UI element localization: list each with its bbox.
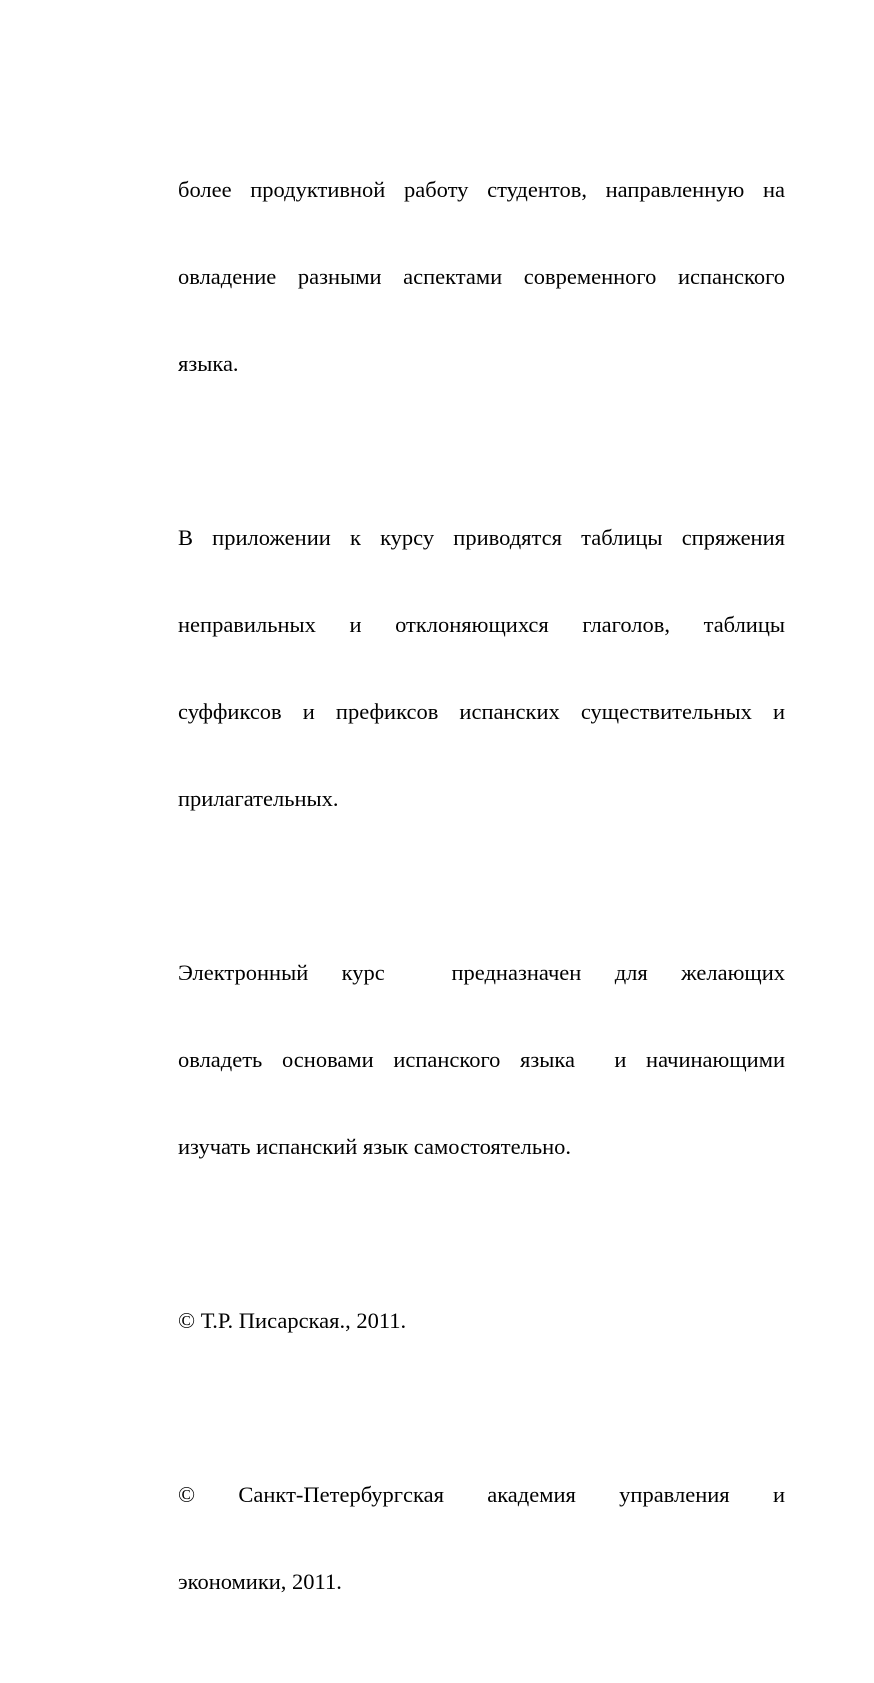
text-line: экономики, 2011. — [178, 1569, 342, 1594]
text-line: суффиксов и префиксов испанских существительных и — [178, 699, 785, 724]
text-line: более продуктивной работу студентов, направленную на — [178, 177, 785, 202]
copyright-author — [178, 1248, 785, 1393]
copyright-academy — [178, 1422, 785, 1654]
text-line: изучать испанский язык самостоятельно. — [178, 1134, 571, 1159]
paragraph-appendix — [178, 465, 785, 871]
text-line: языка. — [178, 351, 239, 376]
text-line: В приложении к курсу приводятся таблицы спряжения — [178, 525, 785, 550]
text-line: © Санкт-Петербургская академия управления и — [178, 1482, 785, 1507]
document-body — [178, 117, 785, 1683]
paragraph-audience — [178, 900, 785, 1219]
text-line: овладение разными аспектами современного испанского — [178, 264, 785, 289]
text-line: неправильных и отклоняющихся глаголов, таблицы — [178, 612, 785, 637]
text-line: овладеть основами испанского языка и начинающими — [178, 1047, 785, 1072]
text-line: прилагательных. — [178, 786, 339, 811]
paragraph-intro-continuation — [178, 117, 785, 436]
text-line: Электронный курс предназначен для желающих — [178, 960, 785, 985]
text-line: © Т.Р. Писарская., 2011. — [178, 1308, 407, 1333]
